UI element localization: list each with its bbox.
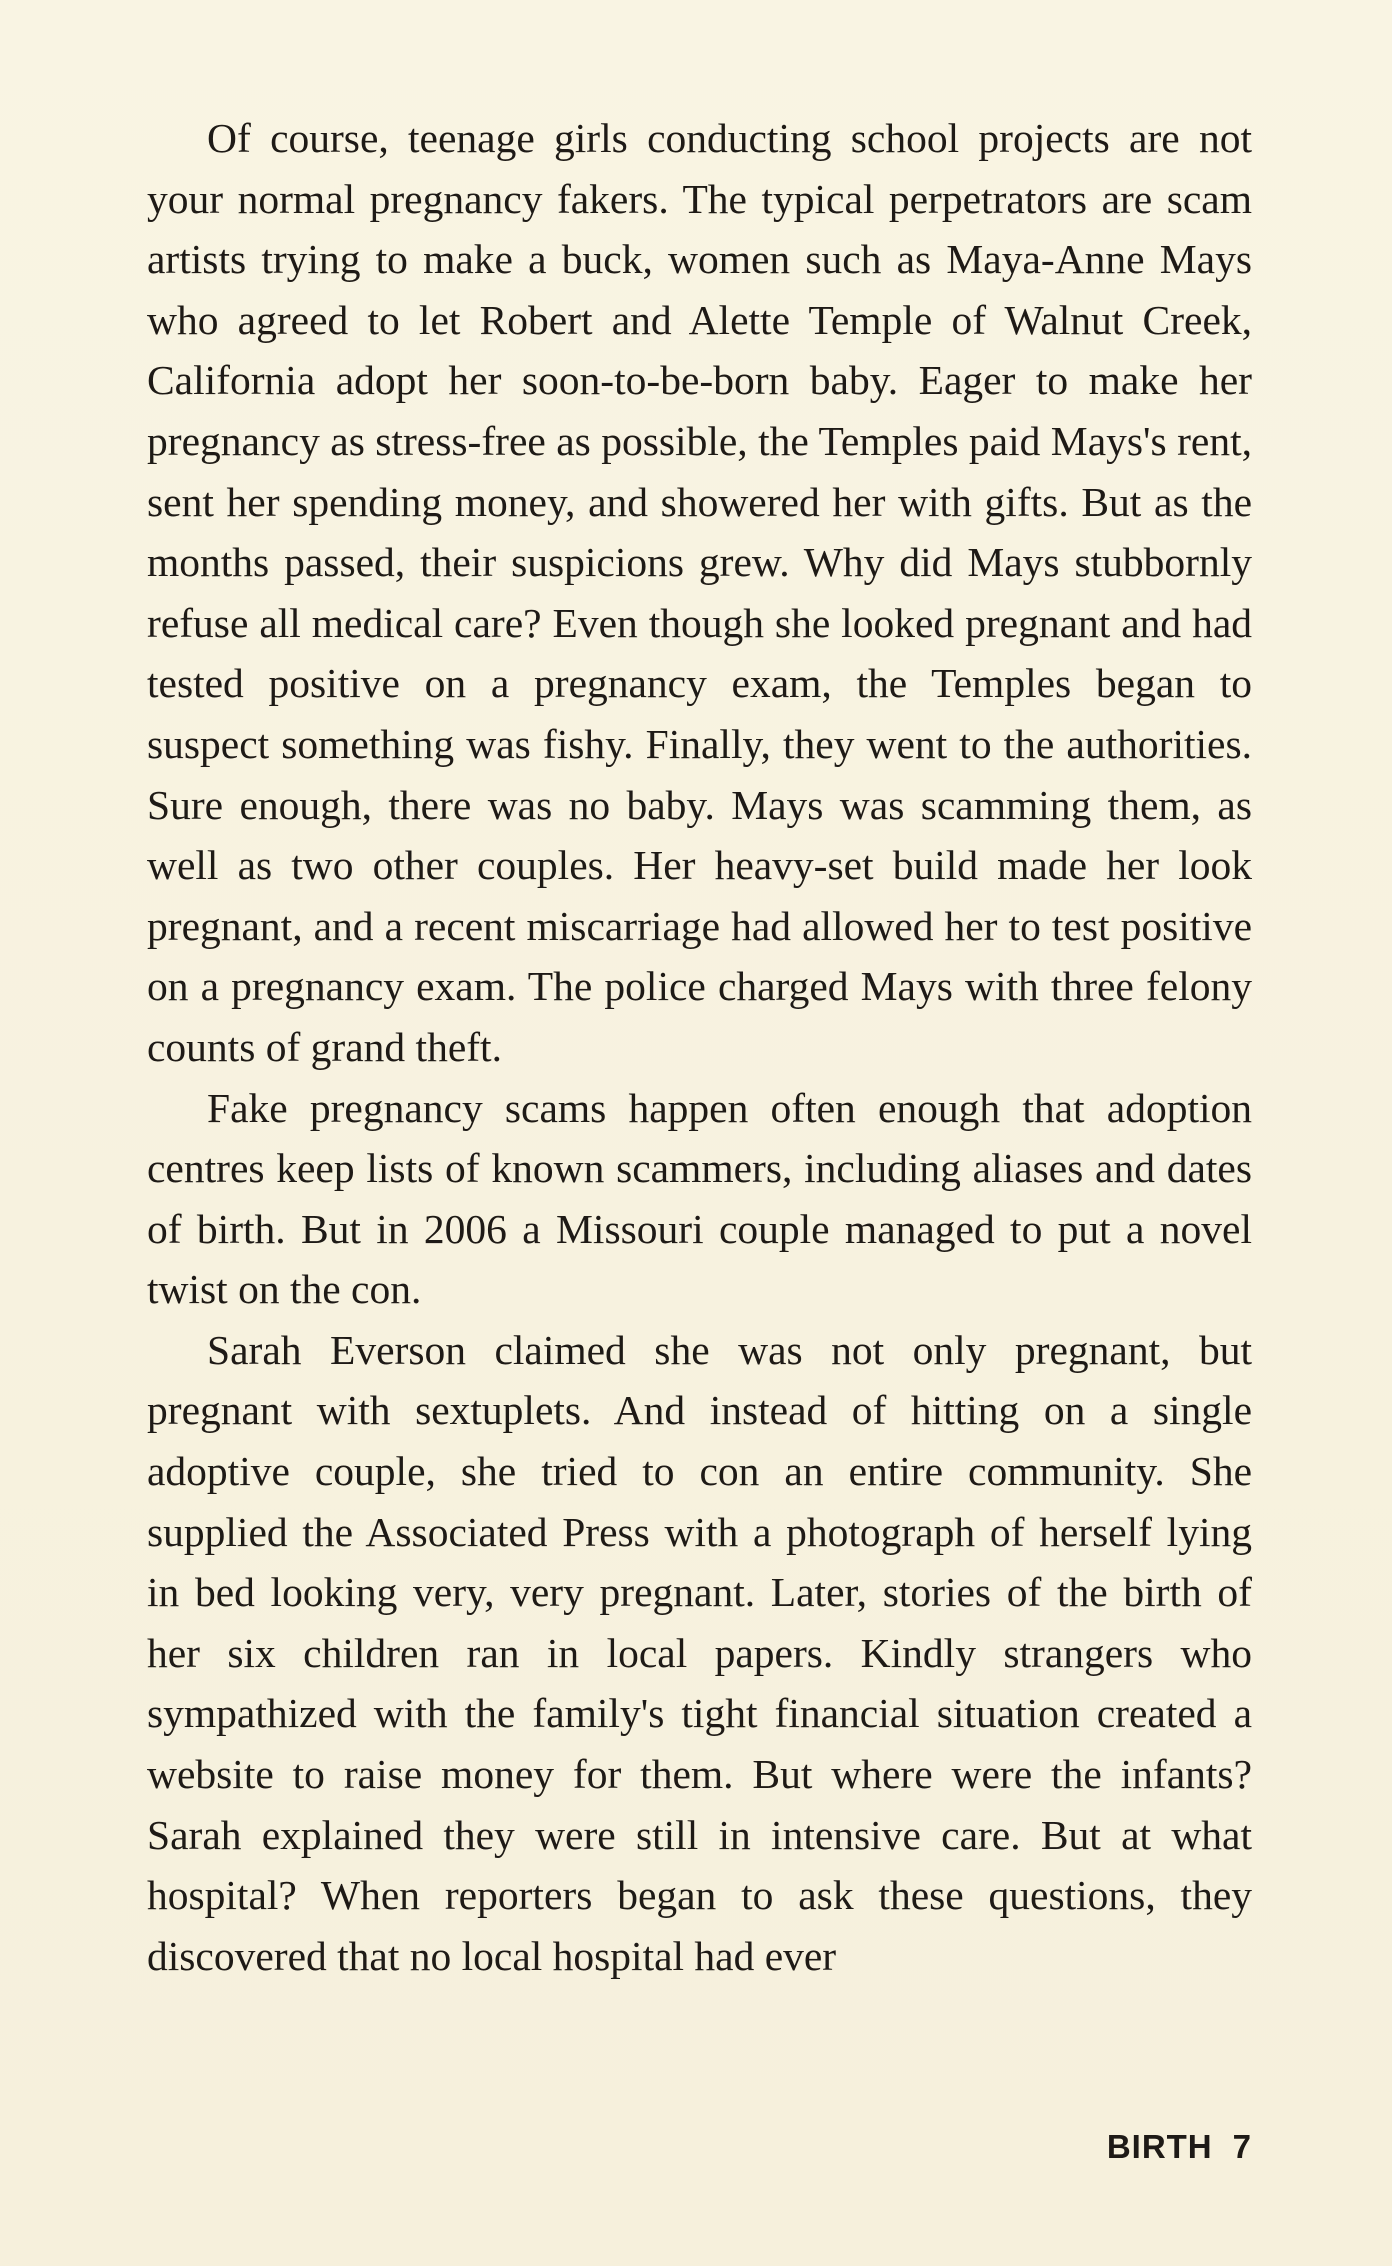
paragraph-2: Fake pregnancy scams happen often enough that adoption centres keep lists of known scammers, including aliases and dates of birth. But in 2006 a Missouri couple managed to put a novel twist on the con.	[147, 1084, 1252, 1313]
body-text	[147, 108, 1252, 1986]
paragraph-1: Of course, teenage girls conducting school projects are not your normal pregnancy fakers. The typical perpetrators are scam artists trying to make a buck, women such as Maya-Anne Mays who agreed to let Robert and Alette Temple of Walnut Creek, California adopt her soon-to-be-born baby. Eager to make her pregnancy as stress-free as possible, the Temples paid Mays's rent, sent her spending money, and showered her with gifts. But as the months passed, their suspicions grew. Why did Mays stubbornly refuse all medical care? Even though she looked pregnant and had tested positive on a pregnancy exam, the Temples began to suspect something was fishy. Finally, they went to the authorities. Sure enough, there was no baby. Mays was scamming them, as well as two other couples. Her heavy-set build made her look pregnant, and a recent miscarriage had allowed her to test positive on a pregnancy exam. The police charged Mays with three felony counts of grand theft.	[147, 115, 1252, 1070]
page-number: 7	[1232, 2128, 1252, 2165]
page-footer	[1107, 2128, 1252, 2166]
paragraph-3: Sarah Everson claimed she was not only pregnant, but pregnant with sextuplets. And instead of hitting on a single adoptive couple, she tried to con an entire community. She supplied the Associated Press with a photograph of herself lying in bed looking very, very pregnant. Later, stories of the birth of her six children ran in local papers. Kindly strangers who sympathized with the family's tight financial situation created a website to raise money for them. But where were the infants? Sarah explained they were still in intensive care. But at what hospital? When reporters began to ask these questions, they discovered that no local hospital had ever	[147, 1326, 1252, 1979]
running-section-title: BIRTH	[1106, 2128, 1213, 2165]
